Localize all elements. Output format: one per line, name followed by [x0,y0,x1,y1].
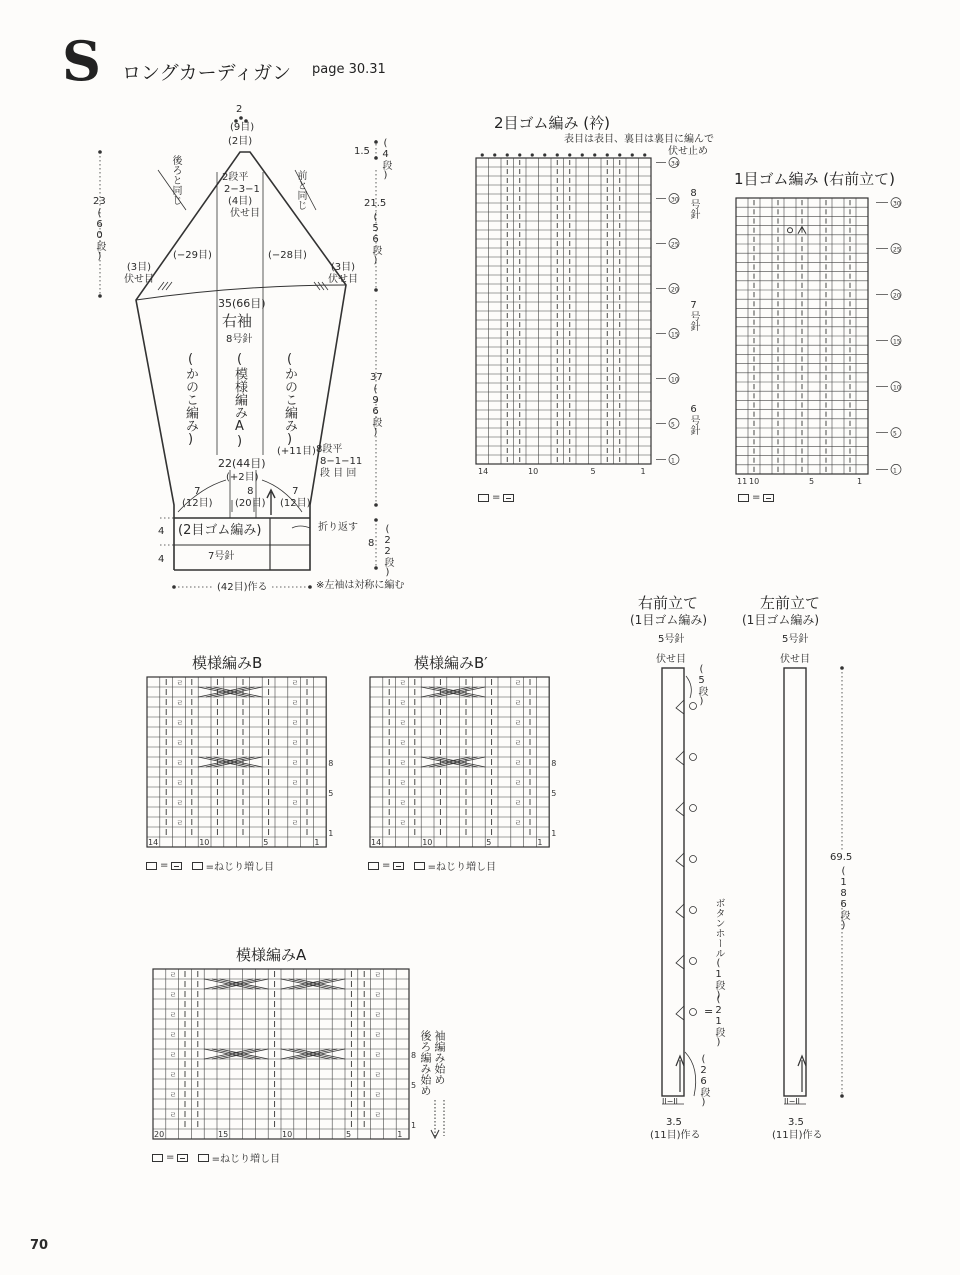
bind-off-left: (3目) 伏せ目 [124,262,154,285]
sleeve-width-label: 35(66目) [218,297,266,310]
svg-text:ㄹ: ㄹ [514,679,522,687]
pattern-b2-legend: = =ねじり増し目 [368,858,496,873]
rib-label: (2目ゴム編み) [178,523,262,538]
buttonhole-marker [676,904,684,918]
increase-note: 8−1−11 [320,456,363,467]
rib2-row-label: 15 [671,331,679,339]
right-band-title: 右前立て [638,594,699,612]
svg-text:ㄹ: ㄹ [374,1031,382,1039]
rib1-title: 1目ゴム編み (右前立て) [734,170,896,188]
svg-text:ㄹ: ㄹ [176,739,184,747]
page-title: ロングカーディガン [122,62,292,84]
svg-text:ㄹ: ㄹ [169,1111,177,1119]
svg-text:ㄹ: ㄹ [176,779,184,787]
svg-text:ㄹ: ㄹ [176,699,184,707]
right-band-width: 3.5 [666,1117,682,1128]
pattern-col-label: 10 [199,838,210,847]
side-pattern-right: (かのこ編み) [282,352,297,447]
buttonhole-circle [690,1009,697,1016]
pattern-col-label: 10 [282,1130,293,1139]
svg-text:ㄹ: ㄹ [374,1051,382,1059]
svg-text:ㄹ: ㄹ [176,679,184,687]
rib1-row-label: 15 [893,338,901,346]
front-same-label: 前と同じ [295,170,306,210]
rib2-row-label: 1 [671,457,675,465]
svg-text:ㄹ: ㄹ [291,719,299,727]
svg-text:ㄹ: ㄹ [291,779,299,787]
buttonhole-circle [690,907,697,914]
page-number: 70 [30,1238,49,1253]
height-top1: 1.5 [354,146,370,157]
height-top2-rows: (56段) [370,212,381,266]
pattern-b-legend: = =ねじり増し目 [146,858,274,873]
left-decrease: (−29目) [173,250,212,261]
pattern-row-label: 5 [551,789,557,798]
height-rib-rows: (22段) [382,524,393,578]
right-band-cast-on: (11目)作る [650,1130,701,1141]
buttonhole-marker [676,751,684,765]
side-pattern-left: (かのこ編み) [183,352,198,447]
left-band-cast-on: (11目)作る [772,1130,823,1141]
page-reference: page 30.31 [312,62,386,77]
pattern-col-label: 1 [397,1130,403,1139]
rib2-legend: = [478,492,514,503]
sleeve-top-count-bind: (2目) [228,136,253,147]
pattern-col-label: 15 [218,1130,229,1139]
rib2-row-label: 5 [671,421,675,429]
left-band-rib-mark: Il−Il [784,1097,800,1106]
svg-text:ㄹ: ㄹ [169,1011,177,1019]
buttonhole-circle [690,805,697,812]
svg-text:ㄹ: ㄹ [291,699,299,707]
buttonhole-marker [676,802,684,816]
buttonhole-marker [676,853,684,867]
rib2-col-label: 10 [528,467,539,476]
bottom-increase: (+2目) [226,472,259,483]
pattern-row-label: 8 [328,759,334,768]
buttonhole-marker [676,955,684,969]
increase-note: 8段平 [316,444,343,455]
pattern-col-label: 10 [422,838,433,847]
rib-height-b: 4 [158,554,165,565]
bottom-middle-section: 8 (20目) [235,486,266,509]
pattern-col-label: 1 [537,838,543,847]
rib2-col-label: 14 [478,467,489,476]
rib-needle: 7号針 [208,551,235,562]
svg-text:ㄹ: ㄹ [291,759,299,767]
svg-text:ㄹ: ㄹ [291,819,299,827]
rib2-col-label: 1 [640,467,646,476]
pattern-b-title: 模様編みB [192,654,263,672]
sleeve-needle: 8号針 [226,334,253,345]
height-top1-rows: (4段) [380,138,391,181]
pattern-col-label: 14 [371,838,382,847]
sleeve-start-label: 袖編み始め [433,1030,446,1085]
sleeve-dec-note: 2−3−1 [224,184,260,195]
rib2-row-label: 30 [671,196,679,204]
pattern-row-label: 8 [411,1051,417,1060]
sleeve-dec-note: 2段平 [222,172,249,183]
pattern-row-label: 1 [328,829,334,838]
pattern-row-label: 5 [328,789,334,798]
buttonhole-label: ボタンホール(1段) [713,898,724,1001]
fold-label: 折り返す [318,522,358,533]
svg-text:ㄹ: ㄹ [514,739,522,747]
height-top2: 21.5 [364,198,387,209]
pattern-col-label: 5 [486,838,492,847]
svg-text:ㄹ: ㄹ [374,1091,382,1099]
sleeve-dec-note: 伏せ目 [230,208,260,219]
svg-text:ㄹ: ㄹ [169,1071,177,1079]
rib2-title: 2目ゴム編み (衿) [494,114,611,132]
band-length-rows: (186段) [838,866,849,931]
sleeve-name: 右袖 [222,312,253,330]
height-left: 23 [93,196,106,207]
bottom-right-section: 7 (12目) [280,486,311,509]
rib1-row-label: 25 [893,246,901,254]
rib1-row-label: 10 [893,384,901,392]
band-top-rows: (5段) [696,664,707,707]
pattern-a-legend: = =ねじり増し目 [152,1150,280,1165]
svg-text:ㄹ: ㄹ [291,799,299,807]
pattern-col-label: 1 [314,838,320,847]
sleeve-top-count: 2 [236,104,243,115]
right-band-rib-mark: Il−Il [662,1097,678,1106]
svg-text:ㄹ: ㄹ [374,1111,382,1119]
svg-text:ㄹ: ㄹ [399,799,407,807]
increase-note: 段 目 回 [320,468,357,479]
buttonhole-marker [676,700,684,714]
right-decrease: (−28目) [268,250,307,261]
pattern-col-label: 5 [346,1130,352,1139]
height-left-rows: (60段) [94,208,105,262]
svg-text:ㄹ: ㄹ [514,799,522,807]
sleeve-dec-note: (4目) [228,196,253,207]
svg-text:ㄹ: ㄹ [374,991,382,999]
bottom-width: 22(44目) [218,457,266,470]
svg-text:ㄹ: ㄹ [399,699,407,707]
section-letter: S [62,29,101,93]
left-band-title: 左前立て [760,594,821,612]
svg-text:ㄹ: ㄹ [514,819,522,827]
svg-text:ㄹ: ㄹ [169,971,177,979]
back-same-label: 後ろと同じ [170,155,181,205]
rib1-row-label: 5 [893,430,897,438]
right-band-needle: 5号針 [658,634,685,645]
svg-text:ㄹ: ㄹ [399,679,407,687]
bottom-left-section: 7 (12目) [182,486,213,509]
svg-text:ㄹ: ㄹ [399,719,407,727]
rib2-row-label: 20 [671,286,679,294]
svg-text:ㄹ: ㄹ [291,739,299,747]
rib2-row-label: 34 [671,160,679,168]
rib1-row-label: 1 [893,467,897,475]
left-band-sub: (1目ゴム編み) [742,613,819,627]
rib2-needle-7: 7号針 [688,300,699,331]
left-band-bind: 伏せ目 [780,654,810,665]
sleeve-top-count-stitches: (9目) [230,122,255,133]
center-pattern-label: (模様編みA) [232,352,247,449]
rib2-bind-off: 伏せ止め [668,146,708,157]
svg-text:ㄹ: ㄹ [169,1031,177,1039]
rib1-legend: = [738,492,774,503]
svg-text:ㄹ: ㄹ [514,719,522,727]
pattern-row-label: 8 [551,759,557,768]
right-band-bind: 伏せ目 [656,654,686,665]
rib1-row-label: 30 [893,200,901,208]
rib2-col-label: 5 [590,467,596,476]
rib1-row-label: 20 [893,292,901,300]
pattern-col-label: 20 [154,1130,165,1139]
rib1-col-label: 5 [809,477,815,486]
cast-on-label: (42目)作る [217,582,268,593]
pattern-row-label: 5 [411,1081,417,1090]
pattern-row-label: 1 [411,1121,417,1130]
svg-text:ㄹ: ㄹ [176,759,184,767]
buttonhole-circle [690,958,697,965]
svg-text:ㄹ: ㄹ [169,1051,177,1059]
svg-text:ㄹ: ㄹ [374,971,382,979]
rib2-row-label: 25 [671,241,679,249]
back-start-label: 後ろ編み始め [419,1030,432,1096]
left-band-width: 3.5 [788,1117,804,1128]
rib-height-a: 4 [158,526,165,537]
buttonhole-circle [690,754,697,761]
svg-text:ㄹ: ㄹ [399,739,407,747]
height-body: 37 [370,372,383,383]
rib1-col-label: 11 [737,477,748,486]
buttonhole-circle [690,856,697,863]
rib2-note: 表目は表目、裏目は裏目に編んで [564,134,714,145]
svg-text:ㄹ: ㄹ [176,719,184,727]
height-rib: 8 [368,538,375,549]
svg-text:ㄹ: ㄹ [169,991,177,999]
svg-text:ㄹ: ㄹ [169,1091,177,1099]
left-band-needle: 5号針 [782,634,809,645]
band-length: 69.5 [830,852,853,863]
svg-text:ㄹ: ㄹ [176,799,184,807]
svg-text:ㄹ: ㄹ [291,679,299,687]
svg-text:ㄹ: ㄹ [399,759,407,767]
rib1-col-label: 10 [749,477,760,486]
pattern-row-label: 1 [551,829,557,838]
left-sleeve-note: ※左袖は対称に編む [316,580,405,591]
svg-text:ㄹ: ㄹ [399,779,407,787]
buttonhole-rows: (21段) [713,994,724,1048]
increase-label: (+11目) [277,446,316,457]
band-bottom-rows: (26段) [698,1054,709,1108]
bind-off-right: (3目) 伏せ目 [328,262,358,285]
svg-text:ㄹ: ㄹ [374,1011,382,1019]
rib2-needle-6: 6号針 [688,404,699,435]
rib1-col-label: 1 [857,477,863,486]
pattern-col-label: 14 [148,838,159,847]
rib2-needle-8: 8号針 [688,188,699,219]
svg-text:ㄹ: ㄹ [374,1071,382,1079]
height-body-rows: (96段) [370,384,381,438]
svg-text:ㄹ: ㄹ [399,819,407,827]
svg-text:ㄹ: ㄹ [514,699,522,707]
svg-text:ㄹ: ㄹ [176,819,184,827]
rib2-row-label: 10 [671,376,679,384]
buttonhole-eq: = [704,1005,714,1018]
right-band-sub: (1目ゴム編み) [630,613,707,627]
svg-text:ㄹ: ㄹ [514,759,522,767]
pattern-b2-title: 模様編みB′ [414,654,488,672]
pattern-col-label: 5 [263,838,269,847]
buttonhole-marker [676,1006,684,1020]
pattern-a-title: 模様編みA [236,946,307,964]
svg-text:ㄹ: ㄹ [514,779,522,787]
